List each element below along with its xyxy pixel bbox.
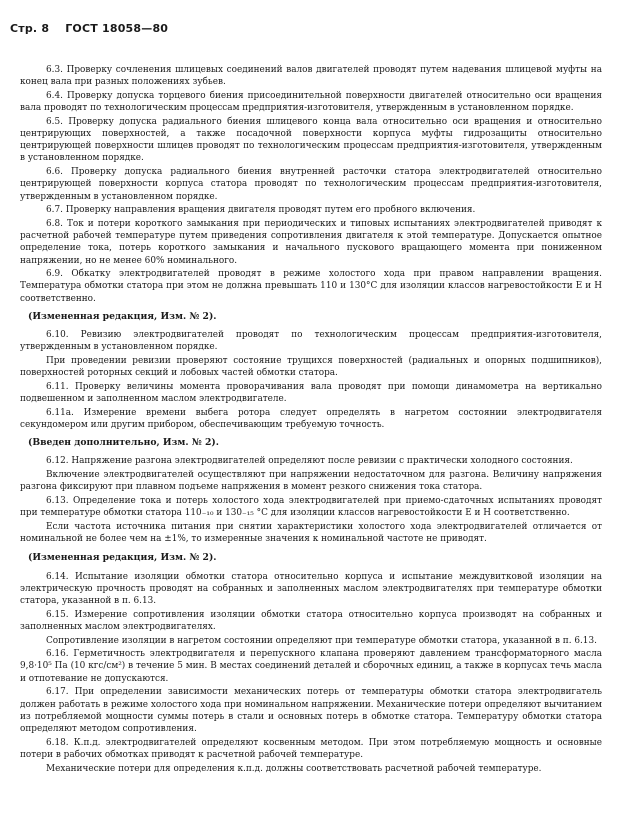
- clause-6-18-text: Механические потери для определения к.п.д. должны соответствовать расчетной рабочей температуре.: [46, 763, 542, 774]
- document-body: [20, 64, 602, 776]
- clause-6-5: 6.5. Проверку допуска радиального биения шлицевого конца вала относительно оси вращения и относительно центрирующих поверхностей, а также посадочной поверхности корпуса муфты гидрозащиты относительно центрирующей поверхности шлицев проводят по технологическим процессам предприятия-изготовителя, утвержденным в установленном порядке.: [20, 116, 602, 164]
- amendment-note: (Измененная редакция, Изм. № 2).: [28, 552, 217, 564]
- clause-6-4: 6.4. Проверку допуска торцевого биения присоединительной поверхности двигателей относительно оси вращения вала проводят по технологическим процессам предприятия-изготовителя, утвержденным в установленном порядке.: [20, 90, 602, 114]
- amendment-note: (Введен дополнительно, Изм. № 2).: [28, 437, 219, 449]
- clause-6-16: 6.16. Герметичность электродвигателя и перепускного клапана проверяют давлением трансформаторного масла 9,8·10⁵ Па (10 кгс/см²) в течение 5 мин. В местах соединений деталей и сборочных единиц, а также в корпусах течь масла и отпотевание не допускаются.: [20, 649, 602, 684]
- clause-6-12-text: Включение электродвигателей осуществляют при напряжении недостаточном для разгона. Величину напряжения разгона фиксируют при плавном подъеме напряжения в момент резкого снижения тока статора.: [20, 470, 602, 493]
- clause-6-7: 6.7. Проверку направления вращения двигателя проводят путем его пробного включения.: [46, 205, 476, 216]
- amendment-note: (Измененная редакция, Изм. № 2).: [28, 310, 217, 322]
- clause-6-9: 6.9. Обкатку электродвигателей проводят в режиме холостого хода при правом направлении вращения. Температура обмотки статора при этом не должна превышать 110 и 130°С для изоляции классов нагревостойкости Е и Н соответственно.: [20, 269, 602, 304]
- clause-6-17: 6.17. При определении зависимости механических потерь от температуры обмотки статора электродвигатель должен работать в режиме холостого хода при номинальном напряжении. Механические потери определяют вычитанием из потребляемой мощности суммы потерь в стали и основных потерь в обмотке статора. Температуру обмотки статора определяют методом сопротивления.: [20, 687, 602, 734]
- standard-title: ГОСТ 18058—80: [65, 22, 169, 35]
- clause-6-13: 6.13. Определение тока и потерь холостого хода электродвигателей при приемо-сдаточных испытаниях проводят при температуре обмотки статора 110₋₁₀ и 130₋₁₅ °С для изоляции классов нагревостойкости Е и Н соответственно.: [20, 496, 602, 519]
- clause-6-3: 6.3. Проверку сочленения шлицевых соединений валов двигателей проводят путем надевания шлицевой муфты на конец вала при разных положениях зубьев.: [20, 65, 602, 88]
- clause-6-18: 6.18. К.п.д. электродвигателей определяют косвенным методом. При этом потребляемую мощность и основные потери в рабочих обмотках приводят к расчетной рабочей температуре.: [20, 737, 602, 760]
- page-number: Стр. 8: [10, 22, 50, 35]
- clause-6-15: 6.15. Измерение сопротивления изоляции обмотки статора относительно корпуса производят на собранных и заполненных маслом электродвигателях.: [20, 609, 602, 632]
- clause-6-13-text: Если частота источника питания при снятии характеристики холостого хода электродвигателей отличается от номинальной не более чем на ±1%, то измеренные значения к номинальной частоте не приводят.: [20, 521, 602, 545]
- clause-6-14: 6.14. Испытание изоляции обмотки статора относительно корпуса и испытание междувитковой изоляции на электрическую прочность проводят на собранных и заполненных маслом электродвигателях при температуре обмотки статора, указанной в п. 6.13.: [20, 571, 602, 606]
- page-header: [10, 22, 168, 35]
- clause-6-6: 6.6. Проверку допуска радиального биения внутренней расточки статора электродвигателей относительно центрирующей поверхности корпуса статора проводят по технологическим процессам предприятия-изготовителя, утвержденным в установленном порядке.: [20, 167, 602, 202]
- clause-6-11: 6.11. Проверку величины момента проворачивания вала проводят при помощи динамометра на вертикально подвешенном и заполненном маслом электродвигателе.: [20, 381, 602, 405]
- clause-6-15-text: Сопротивление изоляции в нагретом состоянии определяют при температуре обмотки статора, указанной в п. 6.13.: [46, 635, 597, 646]
- clause-6-8: 6.8. Ток и потери короткого замыкания при периодических и типовых испытаниях электродвигателей приводят к расчетной рабочей температуре путем приведения сопротивления двигателя к этой температуре. Допускается опытное определение тока, потерь короткого замыкания и начального пускового вращающего момента при пониженном напряжении, но не менее 60% номинального.: [20, 218, 602, 266]
- clause-6-10: 6.10. Ревизию электродвигателей проводят по технологическим процессам предприятия-изготовителя, утвержденным в установленном порядке.: [20, 330, 602, 353]
- clause-6-12: 6.12. Напряжение разгона электродвигателей определяют после ревизии с практически холодного состояния.: [46, 456, 573, 467]
- clause-6-11a: 6.11а. Измерение времени выбега ротора следует определять в нагретом состоянии электродвигателя секундомером или другим прибором, обеспечивающим требуемую точность.: [20, 407, 602, 430]
- clause-6-10-text: При проведении ревизии проверяют состояние трущихся поверхностей (радиальных и опорных подшипников), поверхностей роторных секций и лобовых частей обмотки статора.: [20, 355, 602, 379]
